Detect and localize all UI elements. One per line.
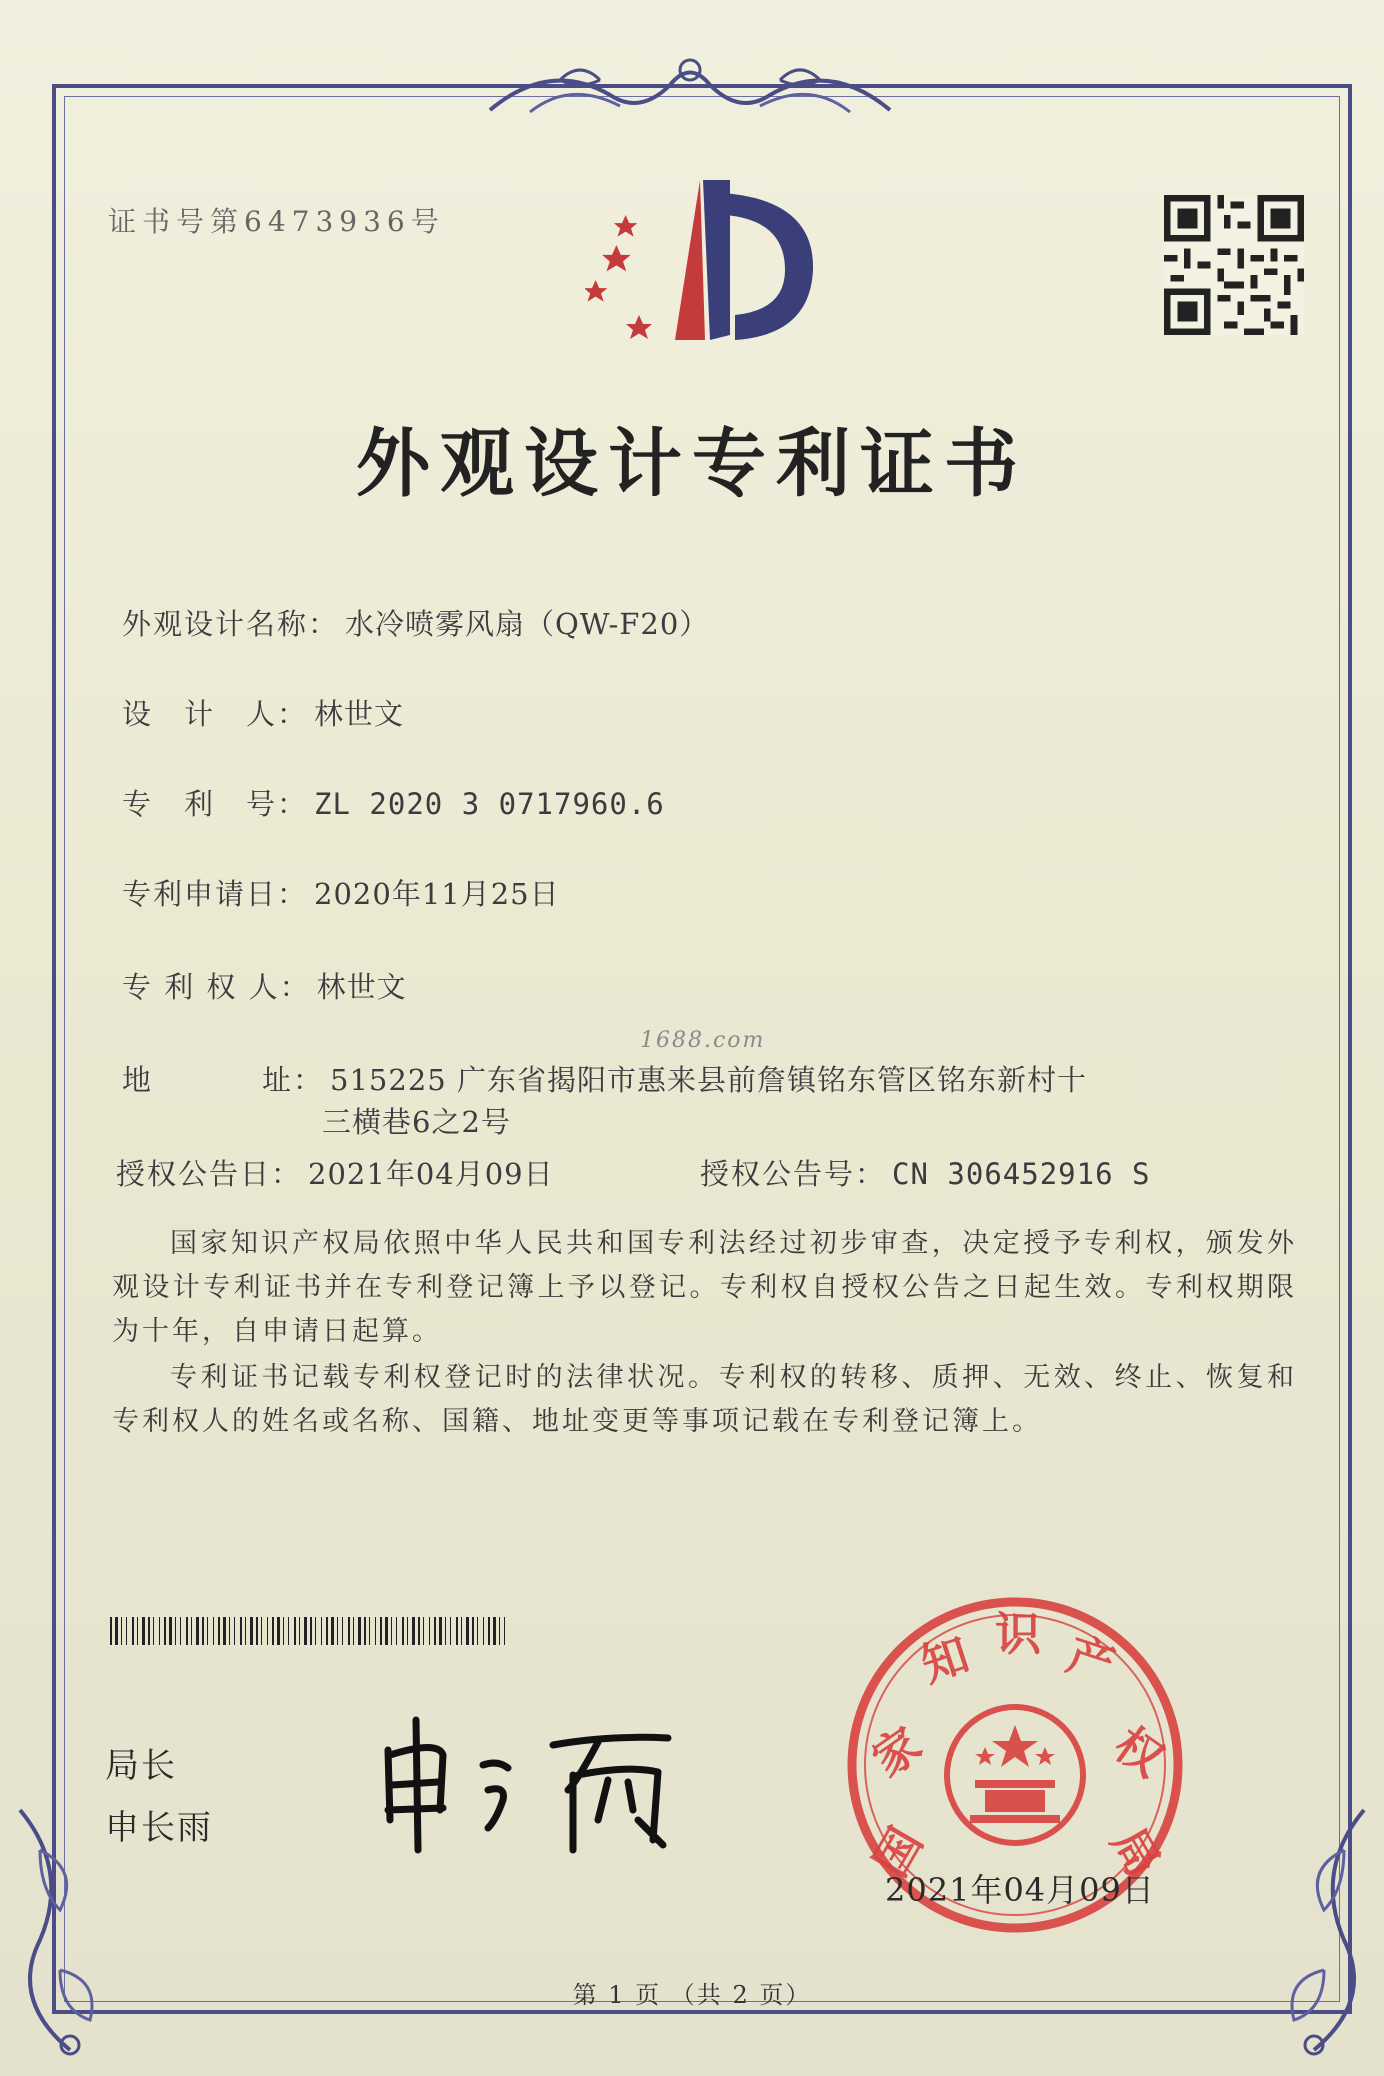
grant-number-field: [700, 1152, 1150, 1193]
svg-text:局: 局: [1100, 1818, 1171, 1886]
filing-date-field: [122, 872, 560, 913]
filing-date-value: 2020年11月25日: [314, 877, 560, 911]
svg-text:国: 国: [863, 1818, 934, 1886]
top-ornament: [470, 40, 910, 130]
seal-date: 2021年04月09日: [885, 1871, 1155, 1909]
director-title: 局长: [105, 1746, 177, 1786]
designer-field: [122, 692, 404, 733]
address-value-line1: 515225 广东省揭阳市惠来县前詹镇铭东管区铭东新村十: [330, 1063, 1087, 1097]
statement-paragraph-2: 专利证书记载专利权登记时的法律状况。专利权的转移、质押、无效、终止、恢复和专利权人的姓名或名称、国籍、地址变更等事项记载在专利登记簿上。: [112, 1362, 1297, 1437]
design-name-label: 外观设计名称：: [122, 607, 340, 641]
patentee-field: [122, 965, 407, 1006]
page-indicator: 第 1 页 （共 2 页）: [572, 1981, 812, 2009]
designer-value: 林世文: [314, 697, 405, 731]
barcode-icon: [110, 1617, 510, 1645]
address-field: [122, 1058, 153, 1099]
statement-paragraph-1: 国家知识产权局依照中华人民共和国专利法经过初步审查，决定授予专利权，颁发外观设计专利证书并在专利登记簿上予以登记。专利权自授权公告之日起生效。专利权期限为十年，自申请日起算。: [112, 1228, 1297, 1347]
qr-code-icon: [1160, 195, 1308, 335]
design-name-field: [122, 602, 709, 643]
grant-date-value: 2021年04月09日: [308, 1157, 554, 1191]
patent-number-field: [122, 782, 665, 823]
designer-label: 设 计 人：: [122, 697, 309, 731]
patent-number-value: ZL 2020 3 0717960.6: [314, 787, 665, 821]
watermark-text: 1688.com: [640, 1028, 766, 1053]
filing-date-label: 专利申请日：: [122, 877, 309, 911]
address-line2-wrap: [322, 1100, 511, 1141]
grant-number-label: 授权公告号：: [700, 1157, 887, 1191]
svg-text:知: 知: [914, 1626, 976, 1693]
address-label-left: 地: [122, 1063, 154, 1097]
svg-text:家: 家: [862, 1716, 932, 1788]
address-value-line2: 三横巷6之2号: [322, 1105, 511, 1139]
patentee-value: 林世文: [316, 970, 407, 1004]
certificate-title: 外观设计专利证书: [356, 421, 1028, 507]
svg-text:产: 产: [1060, 1626, 1122, 1693]
svg-text:权: 权: [1104, 1716, 1174, 1788]
certificate-number: 证书号第6473936号: [108, 205, 445, 238]
director-signature: [368, 1710, 708, 1860]
address-label-right-wrap: [262, 1058, 1087, 1099]
patent-number-label: 专 利 号：: [122, 787, 309, 821]
address-label-right: 址：: [262, 1063, 325, 1097]
patentee-label: 专 利 权 人：: [122, 970, 311, 1004]
svg-text:识: 识: [995, 1607, 1041, 1661]
director-name: 申长雨: [105, 1808, 213, 1848]
grant-number-value: CN 306452916 S: [892, 1157, 1151, 1191]
grant-date-field: [116, 1152, 554, 1193]
grant-date-label: 授权公告日：: [116, 1157, 303, 1191]
bottom-right-ornament: [1224, 1790, 1384, 2076]
cnipa-logo-icon: [585, 175, 830, 355]
design-name-value: 水冷喷雾风扇（QW-F20）: [345, 607, 710, 641]
